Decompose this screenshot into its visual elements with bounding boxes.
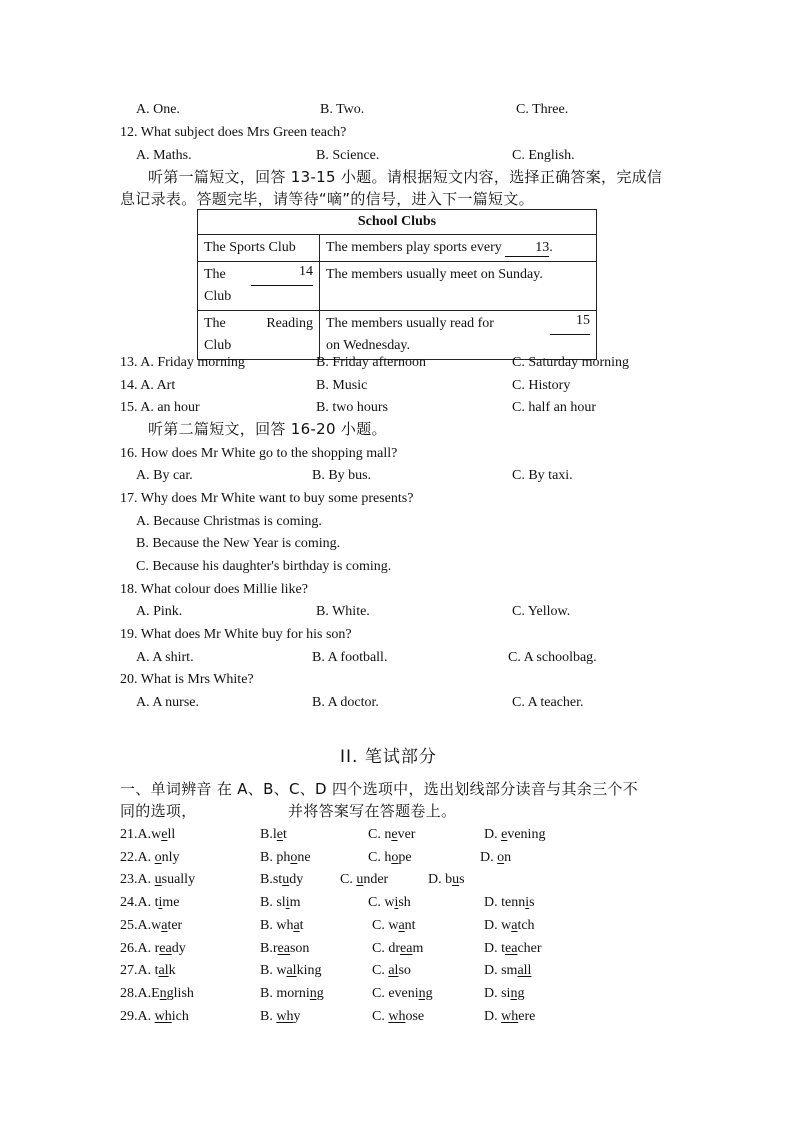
word-part: A. bbox=[137, 849, 155, 865]
word-part: me bbox=[162, 895, 180, 911]
word-part: t bbox=[282, 827, 287, 842]
table-row bbox=[198, 262, 597, 311]
word-part: C. bbox=[372, 1008, 389, 1024]
q17-option-b: B. Because the New Year is coming. bbox=[136, 536, 341, 551]
club-name-word: Club bbox=[204, 338, 232, 353]
q12-question: 12. What subject does Mrs Green teach? bbox=[120, 125, 347, 140]
club-description-cell bbox=[320, 311, 597, 360]
part1-instruction-line2b: 并将答案写在答题卷上。 bbox=[288, 802, 457, 820]
word-part: so bbox=[398, 963, 411, 979]
phonics-option bbox=[484, 917, 535, 935]
phonics-option bbox=[428, 871, 465, 889]
underlined-letters: u bbox=[356, 872, 364, 888]
q14-option-b: B. Music bbox=[316, 378, 368, 393]
phonics-option bbox=[480, 849, 511, 867]
word-part: ere bbox=[518, 1008, 536, 1024]
passage2-instruction: 听第二篇短文，回答 16-20 小题。 bbox=[148, 420, 387, 438]
club-description-line2: on Wednesday. bbox=[326, 338, 411, 353]
phonics-option bbox=[372, 1008, 424, 1026]
underlined-letters: al bbox=[158, 963, 169, 979]
question-number: 25. bbox=[120, 917, 138, 933]
question-number: 24. bbox=[120, 895, 138, 911]
word-part: king bbox=[296, 963, 322, 979]
part1-instruction-line1: 一、单词辨音 在 A、B、C、D 四个选项中，选出划线部分读音与其余三个不 bbox=[120, 780, 638, 798]
phonics-option bbox=[260, 940, 309, 958]
phonics-option bbox=[484, 894, 535, 912]
word-part: D. bbox=[484, 1008, 502, 1024]
phonics-option bbox=[260, 985, 324, 1003]
underlined-letters: e bbox=[276, 827, 283, 842]
q16-question: 16. How does Mr White go to the shopping mall? bbox=[120, 446, 398, 461]
underlined-letters: ng bbox=[418, 985, 433, 1001]
club-description-cell bbox=[320, 262, 597, 311]
q14-option-a: 14. A. Art bbox=[120, 378, 176, 393]
word-part: D. t bbox=[484, 940, 505, 956]
word-part: C. w bbox=[368, 895, 395, 911]
underlined-letters: ng bbox=[510, 985, 525, 1001]
word-part: ich bbox=[171, 1008, 189, 1024]
q19-option-c: C. A schoolbag. bbox=[508, 650, 597, 665]
word-part: k bbox=[168, 963, 176, 979]
q12-option-c: C. English. bbox=[512, 148, 575, 163]
word-part: vening bbox=[507, 827, 546, 842]
word-part: ll bbox=[167, 827, 176, 842]
word-part: C. bbox=[372, 963, 389, 979]
answer-blank-14: 14 bbox=[251, 264, 313, 286]
word-part: t bbox=[299, 917, 304, 933]
word-part: y bbox=[293, 1008, 301, 1024]
phonics-option bbox=[120, 894, 180, 912]
phonics-option bbox=[372, 940, 423, 958]
word-part: A.E bbox=[137, 985, 160, 1001]
underlined-letters: ea bbox=[505, 940, 518, 956]
q19-option-b: B. A football. bbox=[312, 650, 388, 665]
word-part: sh bbox=[398, 895, 411, 911]
word-part: tch bbox=[517, 917, 535, 933]
q20-option-a: A. A nurse. bbox=[136, 695, 199, 710]
q16-option-c: C. By taxi. bbox=[512, 468, 573, 483]
word-part: D. bbox=[480, 849, 498, 865]
underlined-letters: ea bbox=[277, 940, 290, 956]
phonics-option bbox=[368, 826, 415, 844]
club-description-cell bbox=[320, 235, 597, 262]
question-number: 26. bbox=[120, 940, 138, 956]
q19-question: 19. What does Mr White buy for his son? bbox=[120, 627, 352, 642]
word-part: C. eveni bbox=[372, 985, 419, 1001]
underlined-letters: a bbox=[293, 917, 300, 933]
word-part: s bbox=[459, 872, 465, 888]
question-number: 28. bbox=[120, 985, 138, 1001]
question-number: 27. bbox=[120, 963, 138, 979]
underlined-letters: a bbox=[511, 917, 518, 933]
answer-blank-13: 13 bbox=[505, 240, 549, 257]
word-part: ver bbox=[397, 827, 416, 842]
q13-option-b: B. Friday afternoon bbox=[316, 355, 427, 370]
underlined-letters: i bbox=[158, 895, 163, 911]
underlined-letters: ea bbox=[159, 940, 172, 956]
word-part: m bbox=[289, 895, 301, 911]
word-part: B. wh bbox=[260, 917, 294, 933]
phonics-option bbox=[120, 871, 195, 889]
club-name-word: The bbox=[204, 267, 226, 282]
club-name: The Sports Club bbox=[204, 240, 296, 255]
underlined-letters: u bbox=[154, 872, 162, 888]
word-part: A.w bbox=[137, 827, 162, 842]
part1-instruction-line2a: 同的选项， bbox=[120, 802, 197, 820]
word-part: pe bbox=[398, 849, 412, 865]
word-part: B. sl bbox=[260, 895, 286, 911]
word-part: D. tenn bbox=[484, 895, 526, 911]
passage1-instruction-line2: 息记录表。答题完毕，请等待“嘀”的信号，进入下一篇短文。 bbox=[120, 190, 534, 208]
q17-option-a: A. Because Christmas is coming. bbox=[136, 514, 322, 529]
underlined-letters: a bbox=[398, 917, 405, 933]
underlined-letters: e bbox=[391, 827, 398, 842]
word-part: C. h bbox=[368, 849, 392, 865]
underlined-letters: all bbox=[517, 963, 532, 979]
question-number: 22. bbox=[120, 849, 138, 865]
underlined-letters: i bbox=[525, 895, 530, 911]
club-description: The members play sports every bbox=[326, 240, 502, 255]
underlined-letters: wh bbox=[388, 1008, 406, 1024]
q12-option-a: A. Maths. bbox=[136, 148, 192, 163]
q17-question: 17. Why does Mr White want to buy some presents? bbox=[120, 491, 414, 506]
underlined-letters: a bbox=[161, 917, 168, 933]
q13-option-a: 13. A. Friday morning bbox=[120, 355, 245, 370]
q15-option-a: 15. A. an hour bbox=[120, 400, 200, 415]
phonics-option bbox=[120, 849, 180, 867]
word-part: C. n bbox=[368, 827, 392, 842]
club-name-word: The bbox=[204, 316, 226, 331]
word-part: ne bbox=[297, 849, 311, 865]
word-part: ose bbox=[405, 1008, 425, 1024]
underlined-letters: i bbox=[394, 895, 399, 911]
underlined-letters: wh bbox=[154, 1008, 172, 1024]
q18-option-c: C. Yellow. bbox=[512, 604, 571, 619]
phonics-option bbox=[484, 1008, 535, 1026]
word-part: glish bbox=[166, 985, 194, 1001]
phonics-option bbox=[260, 962, 321, 980]
word-part: A. r bbox=[137, 940, 160, 956]
club-name-cell bbox=[198, 235, 320, 262]
school-clubs-table bbox=[197, 209, 597, 360]
phonics-option bbox=[260, 1008, 300, 1026]
question-number: 21. bbox=[120, 827, 138, 842]
underlined-letters: o bbox=[290, 849, 298, 865]
q11-option-b: B. Two. bbox=[320, 102, 365, 117]
question-number: 29. bbox=[120, 1008, 138, 1024]
underlined-letters: i bbox=[285, 895, 290, 911]
underlined-letters: wh bbox=[501, 1008, 519, 1024]
phonics-option bbox=[372, 962, 411, 980]
q17-option-c: C. Because his daughter's birthday is coming. bbox=[136, 559, 392, 574]
word-part: C. dr bbox=[372, 940, 400, 956]
phonics-option bbox=[120, 1008, 189, 1026]
q12-option-b: B. Science. bbox=[316, 148, 380, 163]
club-name-word: Club bbox=[204, 289, 232, 304]
phonics-option bbox=[120, 917, 182, 935]
word-part: dy bbox=[171, 940, 186, 956]
phonics-option bbox=[260, 826, 287, 844]
word-part: B. w bbox=[260, 963, 287, 979]
word-part: D. si bbox=[484, 985, 511, 1001]
phonics-option bbox=[260, 849, 311, 867]
q15-option-b: B. two hours bbox=[316, 400, 388, 415]
underlined-letters: al bbox=[388, 963, 399, 979]
q19-option-a: A. A shirt. bbox=[136, 650, 194, 665]
word-part: C. w bbox=[372, 917, 399, 933]
phonics-option bbox=[372, 985, 433, 1003]
underlined-letters: o bbox=[497, 849, 505, 865]
underlined-letters: e bbox=[501, 827, 508, 842]
q11-option-c: C. Three. bbox=[516, 102, 569, 117]
phonics-option bbox=[260, 917, 304, 935]
club-name-cell bbox=[198, 262, 320, 311]
word-part: s bbox=[529, 895, 535, 911]
phonics-option bbox=[484, 962, 531, 980]
question-number: 23. bbox=[120, 872, 138, 888]
word-part: n bbox=[504, 849, 512, 865]
word-part: nly bbox=[161, 849, 180, 865]
word-part: D. sm bbox=[484, 963, 518, 979]
passage1-instruction-line1: 听第一篇短文，回答 13-15 小题。请根据短文内容，选择正确答案，完成信 bbox=[148, 168, 663, 186]
word-part: D. b bbox=[428, 872, 453, 888]
q18-option-b: B. White. bbox=[316, 604, 370, 619]
underlined-letters: e bbox=[161, 827, 168, 842]
phonics-option bbox=[484, 985, 524, 1003]
word-part: son bbox=[289, 940, 310, 956]
underlined-letters: u bbox=[452, 872, 460, 888]
word-part: D. bbox=[484, 827, 502, 842]
word-part: B.r bbox=[260, 940, 278, 956]
word-part: ter bbox=[167, 917, 183, 933]
period: . bbox=[549, 240, 553, 255]
word-part: A.w bbox=[137, 917, 162, 933]
word-part: A. t bbox=[137, 895, 159, 911]
underlined-letters: ea bbox=[400, 940, 413, 956]
phonics-option bbox=[368, 849, 412, 867]
phonics-option bbox=[484, 940, 542, 958]
word-part: cher bbox=[517, 940, 542, 956]
q18-question: 18. What colour does Millie like? bbox=[120, 582, 308, 597]
phonics-option bbox=[120, 985, 194, 1003]
table-row bbox=[198, 311, 597, 360]
word-part: D. w bbox=[484, 917, 512, 933]
section-title: II. 笔试部分 bbox=[340, 747, 437, 767]
underlined-letters: ng bbox=[309, 985, 324, 1001]
table-title: School Clubs bbox=[198, 210, 597, 235]
word-part: A. bbox=[137, 1008, 155, 1024]
phonics-option bbox=[484, 826, 545, 844]
q20-question: 20. What is Mrs White? bbox=[120, 672, 254, 687]
word-part: A. bbox=[137, 872, 155, 888]
word-part: B. bbox=[260, 1008, 277, 1024]
word-part: m bbox=[412, 940, 424, 956]
table-row bbox=[198, 235, 597, 262]
phonics-option bbox=[120, 962, 176, 980]
phonics-option bbox=[120, 826, 175, 844]
underlined-letters: o bbox=[391, 849, 399, 865]
answer-blank-15: 15 bbox=[550, 313, 590, 335]
underlined-letters: al bbox=[286, 963, 297, 979]
underlined-letters: o bbox=[154, 849, 162, 865]
club-name-cell bbox=[198, 311, 320, 360]
word-part: sually bbox=[161, 872, 196, 888]
word-part: A. t bbox=[137, 963, 159, 979]
phonics-option bbox=[260, 894, 300, 912]
club-name-word: Reading bbox=[266, 316, 313, 331]
word-part: B.l bbox=[260, 827, 277, 842]
underlined-letters: wh bbox=[276, 1008, 294, 1024]
club-description: The members usually meet on Sunday. bbox=[326, 267, 543, 282]
q18-option-a: A. Pink. bbox=[136, 604, 183, 619]
q20-option-c: C. A teacher. bbox=[512, 695, 584, 710]
underlined-letters: u bbox=[282, 872, 290, 888]
word-part: B. morni bbox=[260, 985, 310, 1001]
word-part: nder bbox=[363, 872, 389, 888]
underlined-letters: n bbox=[159, 985, 167, 1001]
phonics-option bbox=[368, 894, 411, 912]
phonics-option bbox=[260, 871, 303, 889]
q11-option-a: A. One. bbox=[136, 102, 180, 117]
q15-option-c: C. half an hour bbox=[512, 400, 596, 415]
word-part: B. ph bbox=[260, 849, 291, 865]
q16-option-b: B. By bus. bbox=[312, 468, 372, 483]
word-part: C. bbox=[340, 872, 357, 888]
word-part: B.st bbox=[260, 872, 283, 888]
phonics-option bbox=[340, 871, 388, 889]
phonics-option bbox=[120, 940, 186, 958]
q20-option-b: B. A doctor. bbox=[312, 695, 379, 710]
word-part: nt bbox=[404, 917, 416, 933]
q16-option-a: A. By car. bbox=[136, 468, 193, 483]
phonics-option bbox=[372, 917, 416, 935]
word-part: dy bbox=[289, 872, 304, 888]
club-description: The members usually read for bbox=[326, 316, 494, 331]
q13-option-c: C. Saturday morning bbox=[512, 355, 630, 370]
q14-option-c: C. History bbox=[512, 378, 571, 393]
